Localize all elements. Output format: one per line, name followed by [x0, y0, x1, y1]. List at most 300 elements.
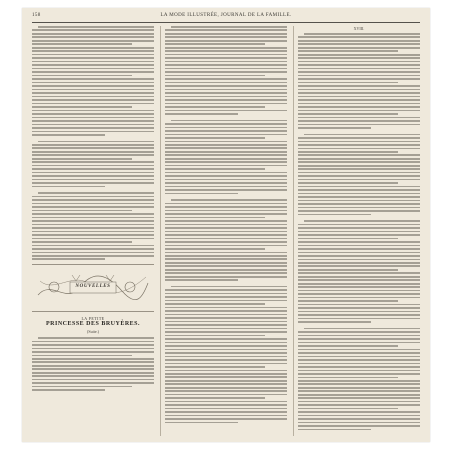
text-line [165, 165, 287, 167]
text-line [32, 358, 154, 360]
text-line [298, 283, 420, 285]
text-line [165, 272, 287, 274]
text-line [32, 61, 154, 63]
text-line [298, 141, 420, 143]
text-line [165, 335, 265, 337]
text-line [165, 57, 287, 59]
text-line [32, 379, 154, 381]
text-line [298, 377, 398, 379]
text-line [298, 286, 420, 288]
text-line [298, 64, 420, 66]
text-line [298, 214, 371, 216]
text-line [165, 36, 287, 38]
text-line [298, 238, 398, 240]
body-text-block [32, 337, 154, 391]
text-line [165, 411, 287, 413]
text-line [165, 85, 287, 87]
text-line [165, 203, 287, 205]
text-line [32, 127, 154, 129]
text-line [32, 154, 154, 156]
text-line [32, 179, 154, 181]
text-line [298, 269, 398, 271]
text-line [298, 36, 420, 38]
text-line [32, 231, 154, 233]
text-line [298, 352, 420, 354]
text-line [165, 217, 265, 219]
story-subtitle: (Suite.) [87, 329, 99, 335]
text-line [165, 75, 265, 77]
text-line [165, 220, 287, 222]
text-line [298, 366, 420, 368]
text-line [32, 131, 154, 133]
text-line [32, 168, 154, 170]
text-line [165, 82, 287, 84]
text-line [165, 154, 287, 156]
text-line [165, 161, 287, 163]
text-line [165, 106, 265, 108]
text-line [298, 231, 420, 233]
text-line [32, 57, 154, 59]
text-line [298, 120, 420, 122]
text-line [298, 349, 420, 351]
text-line [298, 234, 420, 236]
text-line [298, 227, 420, 229]
text-line [165, 300, 287, 302]
text-line [298, 189, 420, 191]
body-text-block [165, 26, 287, 115]
text-line [165, 394, 287, 396]
text-line [298, 158, 420, 160]
text-line [165, 113, 238, 115]
text-line [32, 33, 154, 35]
text-line [32, 355, 132, 357]
text-line [298, 380, 420, 382]
text-line [32, 372, 154, 374]
text-line [298, 82, 398, 84]
text-line [32, 89, 154, 91]
text-line [32, 220, 154, 222]
text-line [298, 390, 420, 392]
text-line [298, 304, 420, 306]
text-line [32, 29, 154, 31]
text-line [165, 262, 287, 264]
text-line [298, 85, 420, 87]
text-line [171, 26, 287, 28]
text-line [298, 75, 420, 77]
text-line [165, 189, 287, 191]
text-line [298, 89, 420, 91]
text-line [298, 345, 398, 347]
text-line [298, 154, 420, 156]
text-line [165, 50, 287, 52]
text-line [298, 61, 420, 63]
text-line [298, 265, 420, 267]
text-line [165, 252, 287, 254]
text-line [298, 262, 420, 264]
text-line [165, 293, 287, 295]
text-line [298, 203, 420, 205]
text-column-center [165, 26, 287, 436]
text-line [298, 272, 420, 274]
text-line [165, 68, 287, 70]
text-line [298, 314, 420, 316]
text-line [165, 182, 287, 184]
text-line [165, 265, 287, 267]
text-line [298, 300, 398, 302]
text-line [165, 227, 287, 229]
text-line [298, 54, 420, 56]
text-line [32, 92, 154, 94]
text-line [165, 359, 287, 361]
text-line [298, 404, 420, 406]
text-line [32, 238, 154, 240]
text-line [165, 40, 287, 42]
text-line [32, 348, 154, 350]
text-line [32, 85, 154, 87]
text-line [32, 43, 132, 45]
text-line [32, 375, 154, 377]
text-line [171, 120, 287, 122]
text-line [298, 50, 398, 52]
text-line [298, 117, 420, 119]
text-line [32, 365, 154, 367]
story-vignette [32, 264, 154, 312]
text-line [298, 415, 420, 417]
text-line [165, 338, 287, 340]
text-line [38, 192, 154, 194]
story-kicker: LA PETITE [81, 316, 105, 322]
text-line [32, 217, 154, 219]
text-line [171, 286, 287, 288]
text-line [165, 137, 265, 139]
text-line [298, 290, 420, 292]
text-line [304, 134, 420, 136]
text-line [298, 307, 420, 309]
text-line [165, 206, 287, 208]
text-line [32, 36, 154, 38]
column-divider [293, 26, 294, 436]
text-line [38, 26, 154, 28]
text-line [32, 206, 154, 208]
text-line [304, 328, 420, 330]
text-line [165, 147, 287, 149]
text-line [165, 418, 287, 420]
body-text-block [298, 134, 420, 216]
text-line [32, 78, 154, 80]
text-line [298, 418, 420, 420]
text-line [165, 92, 287, 94]
text-line [304, 33, 420, 35]
text-line [165, 210, 287, 212]
text-line [32, 224, 154, 226]
text-line [165, 158, 287, 160]
text-line [165, 71, 287, 73]
text-line [298, 394, 420, 396]
text-line [165, 331, 287, 333]
text-line [298, 335, 420, 337]
text-line [298, 373, 420, 375]
text-line [165, 408, 287, 410]
column-note: XVIII. [353, 26, 365, 31]
text-line [298, 401, 420, 403]
text-line [165, 54, 287, 56]
text-line [298, 78, 420, 80]
text-line [32, 99, 154, 101]
text-line [32, 196, 154, 198]
text-line [32, 344, 154, 346]
text-line [304, 220, 420, 222]
text-line [298, 113, 398, 115]
text-line [32, 165, 154, 167]
body-text-block [298, 33, 420, 129]
text-line [298, 179, 420, 181]
text-line [298, 71, 420, 73]
text-line [298, 148, 420, 150]
text-line [298, 165, 420, 167]
text-line [298, 276, 420, 278]
text-line [298, 370, 420, 372]
text-line [32, 175, 154, 177]
text-line [298, 408, 398, 410]
text-line [165, 175, 287, 177]
text-line [298, 248, 420, 250]
text-line [298, 255, 420, 257]
text-line [32, 255, 154, 257]
text-line [165, 307, 287, 309]
text-line [298, 193, 420, 195]
text-line [165, 370, 287, 372]
text-line [165, 317, 287, 319]
text-line [32, 199, 154, 201]
text-line [32, 47, 154, 49]
text-line [165, 352, 287, 354]
text-line [165, 321, 287, 323]
text-line [32, 158, 132, 160]
text-line [32, 161, 154, 163]
text-line [298, 96, 420, 98]
text-line [298, 151, 398, 153]
text-line [298, 356, 420, 358]
text-line [165, 245, 287, 247]
body-text-block [298, 328, 420, 431]
text-line [32, 106, 132, 108]
text-line [298, 331, 420, 333]
text-line [32, 110, 154, 112]
text-line [298, 161, 420, 163]
text-line [32, 40, 154, 42]
text-line [165, 127, 287, 129]
text-line [298, 338, 420, 340]
text-line [32, 351, 154, 353]
text-line [165, 123, 287, 125]
text-line [32, 172, 154, 174]
text-line [298, 200, 420, 202]
text-line [298, 252, 420, 254]
text-line [298, 175, 420, 177]
text-line [165, 276, 287, 278]
story-title: PRINCESSE DES BRUYÈRES. [45, 321, 141, 328]
text-line [165, 172, 287, 174]
text-line [298, 172, 420, 174]
text-line [165, 110, 287, 112]
text-line [32, 258, 105, 260]
text-line [298, 383, 420, 385]
text-line [165, 103, 287, 105]
text-line [298, 144, 420, 146]
text-line [165, 383, 287, 385]
text-line [298, 207, 420, 209]
text-line [298, 68, 420, 70]
text-line [298, 422, 420, 424]
text-line [32, 341, 154, 343]
text-line [165, 328, 287, 330]
text-line [165, 373, 287, 375]
text-line [298, 103, 420, 105]
text-line [298, 429, 371, 431]
text-line [165, 43, 265, 45]
text-line [32, 389, 105, 391]
text-line [298, 342, 420, 344]
text-line [32, 50, 154, 52]
text-line [165, 193, 238, 195]
text-line [165, 255, 287, 257]
body-text-block [165, 286, 287, 423]
text-line [165, 422, 238, 424]
text-line [165, 415, 287, 417]
running-title: LA MODE ILLUSTRÉE, JOURNAL DE LA FAMILLE. [160, 13, 292, 18]
text-line [298, 40, 420, 42]
text-line [32, 241, 132, 243]
text-line [32, 227, 154, 229]
text-line [298, 297, 420, 299]
text-line [165, 342, 287, 344]
text-line [165, 349, 287, 351]
text-line [32, 382, 154, 384]
text-line [298, 321, 371, 323]
text-line [165, 99, 287, 101]
text-line [165, 213, 287, 215]
text-column-right [298, 26, 420, 436]
text-line [32, 144, 154, 146]
text-line [165, 238, 287, 240]
text-line [298, 318, 420, 320]
text-line [165, 248, 265, 250]
text-line [165, 310, 287, 312]
text-line [298, 92, 420, 94]
text-line [32, 248, 154, 250]
text-line [165, 401, 287, 403]
column-divider [160, 26, 161, 436]
text-line [32, 117, 154, 119]
body-text-block [32, 192, 154, 260]
text-line [171, 199, 287, 201]
text-line [32, 203, 154, 205]
page-number: 158 [32, 13, 41, 18]
text-line [298, 363, 420, 365]
text-line [298, 259, 420, 261]
text-line [298, 186, 420, 188]
text-line [32, 210, 132, 212]
text-line [298, 47, 420, 49]
text-line [165, 387, 287, 389]
text-line [165, 33, 287, 35]
text-line [298, 127, 371, 129]
text-line [165, 397, 265, 399]
text-line [32, 96, 154, 98]
text-line [298, 425, 420, 427]
body-text-block [32, 141, 154, 188]
text-line [165, 324, 287, 326]
vignette-label: NOUVELLES [75, 284, 111, 290]
text-line [165, 224, 287, 226]
text-line [165, 134, 287, 136]
text-line [32, 234, 154, 236]
header-rule [32, 22, 420, 23]
text-line [32, 245, 154, 247]
text-line [165, 296, 287, 298]
text-line [38, 337, 154, 339]
text-line [298, 411, 420, 413]
text-line [165, 144, 287, 146]
text-line [298, 124, 420, 126]
text-line [165, 345, 287, 347]
text-line [32, 64, 154, 66]
text-line [298, 224, 420, 226]
text-line [165, 61, 287, 63]
text-line [165, 179, 287, 181]
text-line [165, 366, 265, 368]
text-line [165, 141, 287, 143]
text-line [298, 279, 420, 281]
text-line [298, 397, 420, 399]
text-line [298, 182, 398, 184]
text-line [165, 289, 287, 291]
body-text-block [165, 199, 287, 281]
text-line [32, 103, 154, 105]
text-line [32, 82, 154, 84]
text-line [32, 124, 154, 126]
text-line [165, 376, 287, 378]
text-line [32, 120, 154, 122]
text-line [298, 43, 420, 45]
text-line [298, 106, 420, 108]
text-line [165, 168, 265, 170]
text-line [165, 89, 287, 91]
text-line [165, 151, 287, 153]
text-line [32, 71, 154, 73]
text-line [298, 387, 420, 389]
text-line [165, 186, 287, 188]
text-line [165, 78, 287, 80]
body-text-block [165, 120, 287, 195]
text-line [38, 141, 154, 143]
text-line [32, 213, 154, 215]
text-line [32, 113, 154, 115]
text-line [298, 168, 420, 170]
body-text-block [298, 220, 420, 323]
text-line [32, 186, 105, 188]
text-line [32, 54, 154, 56]
text-line [32, 75, 132, 77]
text-line [32, 68, 154, 70]
text-line [298, 57, 420, 59]
text-line [298, 359, 420, 361]
text-line [165, 404, 287, 406]
text-line [165, 279, 238, 281]
text-line [298, 210, 420, 212]
text-line [32, 134, 105, 136]
text-line [32, 361, 154, 363]
